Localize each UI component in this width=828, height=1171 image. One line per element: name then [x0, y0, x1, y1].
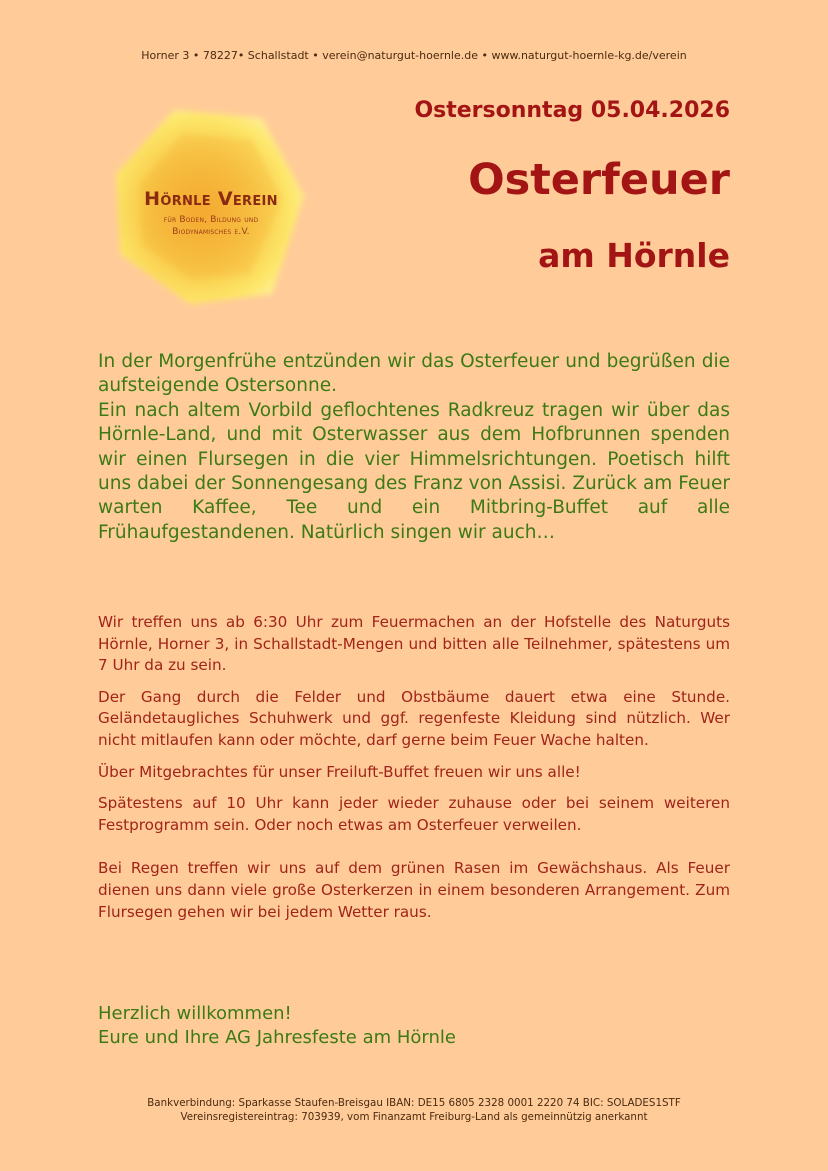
intro-paragraph: In der Morgenfrühe entzünden wir das Osterfeuer und begrüßen die aufsteigende Ostersonne.: [98, 351, 730, 397]
intro-text: [98, 350, 730, 545]
footer: [0, 1096, 828, 1124]
closing-line-welcome: Herzlich willkommen!: [98, 1003, 292, 1024]
details-paragraph: Wir treffen uns ab 6:30 Uhr zum Feuermachen an der Hofstelle des Naturguts Hörnle, Horner 3, in Schallstadt-Mengen und bitten alle Teilnehmer, spätestens um 7 Uhr da zu sein.: [98, 613, 730, 675]
details-paragraph: Spätestens auf 10 Uhr kann jeder wieder zuhause oder bei seinem weiteren Festprogramm sein. Oder noch etwas am Osterfeuer verweilen.: [98, 794, 730, 834]
hoernle-verein-logo: [112, 104, 310, 308]
logo-subtitle-line2: Biodynamisches e.V.: [172, 227, 250, 237]
logo-title: Hörnle Verein: [144, 188, 278, 210]
closing-line-signature: Eure und Ihre AG Jahresfeste am Hörnle: [98, 1027, 456, 1048]
event-date: Ostersonntag 05.04.2026: [414, 98, 730, 123]
bank-details: Bankverbindung: Sparkasse Staufen-Breisgau IBAN: DE15 6805 2328 0001 2220 74 BIC: SOLADES1STF: [147, 1097, 681, 1109]
closing-greeting: [98, 1002, 456, 1050]
register-details: Vereinsregistereintrag: 703939, vom Finanzamt Freiburg-Land als gemeinnützig anerkannt: [180, 1111, 648, 1123]
event-details: [98, 612, 730, 933]
details-paragraph: Der Gang durch die Felder und Obstbäume dauert etwa eine Stunde. Geländetaugliches Schuhwerk und ggf. regenfeste Kleidung sind nützlich. Wer nicht mitlaufen kann oder möchte, darf gerne beim Feuer Wache halten.: [98, 687, 730, 749]
event-subtitle: am Hörnle: [538, 236, 730, 275]
event-title: Osterfeuer: [468, 155, 730, 205]
details-paragraph: Bei Regen treffen wir uns auf dem grünen Rasen im Gewächshaus. Als Feuer dienen uns dann viele große Osterkerzen in einem besonderen Arrangement. Zum Flursegen gehen wir bei jedem Wetter raus.: [98, 859, 730, 921]
details-paragraph: Über Mitgebrachtes für unser Freiluft-Buffet freuen wir uns alle!: [98, 762, 581, 781]
contact-header: Horner 3 • 78227• Schallstadt • verein@naturgut-hoernle.de • www.naturgut-hoernle-kg.de/verein: [141, 49, 687, 62]
logo-subtitle-line1: für Boden, Bildung und: [163, 215, 259, 225]
logo-subtitle: [112, 214, 310, 238]
intro-paragraph: Ein nach altem Vorbild geflochtenes Radkreuz tragen wir über das Hörnle-Land, und mit Osterwasser aus dem Hofbrunnen spenden wir einen Flursegen in die vier Himmelsrichtungen. Poetisch hilft uns dabei der Sonnengesang des Franz von Assisi. Zurück am Feuer warten Kaffee, Tee und ein Mitbring-Buffet auf alle Frühaufgestandenen. Natürlich singen wir auch…: [98, 399, 730, 543]
